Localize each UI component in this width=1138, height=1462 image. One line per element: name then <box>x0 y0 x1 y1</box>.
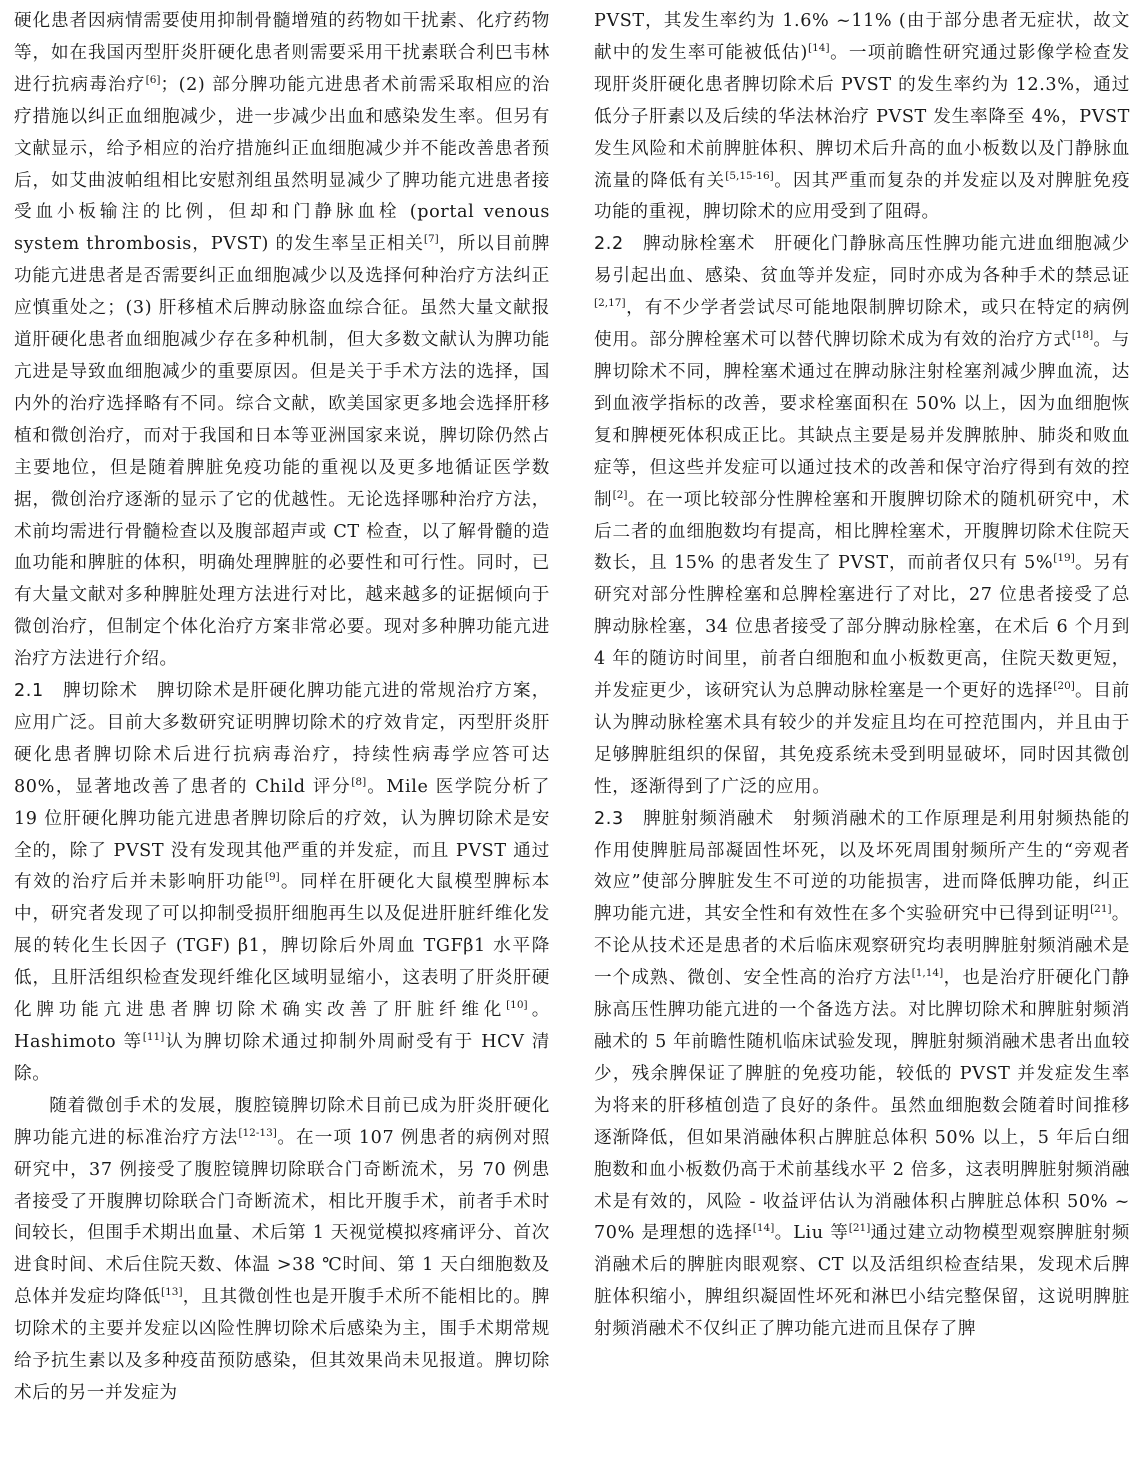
citation-ref: [20] <box>1053 680 1075 693</box>
text-run: 随着微创手术的发展，腹腔镜脾切除术目前已成为肝炎肝硬化脾功能亢进的标准治疗方法 <box>14 1095 550 1148</box>
text-run: 。不论从技术还是患者的术后临床观察研究均表明脾脏射频消融术是一个成熟、微创、安全性高的治疗方法 <box>594 904 1130 989</box>
citation-ref: [12-13] <box>238 1126 277 1139</box>
text-run: 。Mile 医学院分析了 19 位肝硬化脾功能亢进患者脾切除后的疗效，认为脾切除术是安全的，除了 PVST 没有发现其他严重的并发症，而且 PVST 通过有效的治疗后并未影响肝功能 <box>14 776 550 893</box>
text-run: ；(2) 部分脾功能亢进患者术前需采取相应的治疗措施以纠正血细胞减少，进一步减少出血和感染发生率。但另有文献显示，给予相应的治疗措施纠正血细胞减少并不能改善患者预后，如艾曲波帕组相比安慰剂组虽然明显减少了脾功能亢进患者接受血小板输注的比例，但却和门静脉血栓 (portal venous system thrombosis，PVST) 的发生率呈正相关 <box>14 74 550 255</box>
paragraph <box>14 1091 550 1410</box>
text-run: 射频消融术的工作原理是利用射频热能的作用使脾脏局部凝固性坏死，以及坏死周围射频所产生的“旁观者效应”使部分脾脏发生不可逆的功能损害，进而降低脾功能，纠正脾功能亢进，其安全性和有效性在多个实验研究中已得到证明 <box>594 808 1130 925</box>
section-number: 2.3 <box>594 808 624 829</box>
citation-ref: [21] <box>848 1222 871 1235</box>
text-run: 。另有研究对部分性脾栓塞和总脾栓塞进行了对比，27 位患者接受了总脾动脉栓塞，34 位患者接受了部分脾动脉栓塞，在术后 6 个月到 4 年的随访时间里，前者白细胞和血小板数更高，住院天数更短，并发症更少，该研究认为总脾动脉栓塞是一个更好的选择 <box>594 553 1130 702</box>
citation-ref: [7] <box>423 233 439 246</box>
paragraph <box>14 6 550 676</box>
text-run: ，有不少学者尝试尽可能地限制脾切除术，或只在特定的病例使用。部分脾栓塞术可以替代脾切除术成为有效的治疗方式 <box>594 298 1130 351</box>
citation-ref: [21] <box>1090 903 1112 916</box>
section-body <box>594 234 1130 796</box>
citation-ref: [18] <box>1071 329 1094 342</box>
text-run: ，所以目前脾功能亢进患者是否需要纠正血细胞减少以及选择何种治疗方法纠正应慎重处之；(3) 肝移植术后脾动脉盗血综合征。虽然大量文献报道肝硬化患者血细胞减少存在多种机制，但大多数文献认为脾功能亢进是导致血细胞减少的重要原因。但是关于手术方法的选择，国内外的治疗选择略有不同。综合文献，欧美国家更多地会选择肝移植和微创治疗，而对于我国和日本等亚洲国家来说，脾切除仍然占主要地位，但是随着脾脏免疫功能的重视以及更多地循证医学数据，微创治疗逐渐的显示了它的优越性。无论选择哪种治疗方法，术前均需进行骨髓检查以及腹部超声或 CT 检查，以了解骨髓的造血功能和脾脏的体积，明确处理脾脏的必要性和可行性。同时，已有大量文献对多种脾脏处理方法进行对比，越来越多的证据倾向于微创治疗，但制定个体化治疗方案非常必要。现对多种脾功能亢进治疗方法进行介绍。 <box>14 234 550 670</box>
text-run: 认为脾切除术通过抑制外周耐受有于 HCV 清除。 <box>14 1032 550 1084</box>
text-run: 。在一项 107 例患者的病例对照研究中，37 例接受了腹腔镜脾切除联合门奇断流术，另 70 例患者接受了开腹脾切除联合门奇断流术，相比开腹手术，前者手术时间较长，但围手术期出血量、术后第 1 天视觉模拟疼痛评分、首次进食时间、术后住院天数、体温 >38 ℃时间、第 1 天白细胞数及总体并发症均降低 <box>14 1127 551 1308</box>
citation-ref: [19] <box>1053 552 1075 565</box>
left-column <box>14 6 550 1456</box>
text-run: 。Hashimoto 等 <box>14 1000 550 1052</box>
text-run: 硬化患者因病情需要使用抑制骨髓增殖的药物如干扰素、化疗药物等，如在我国丙型肝炎肝硬化患者则需要采用干扰素联合利巴韦林进行抗病毒治疗 <box>14 11 550 95</box>
citation-ref: [9] <box>264 871 280 884</box>
citation-ref: [14] <box>752 1222 775 1235</box>
citation-ref: [1,14] <box>911 967 944 980</box>
citation-ref: [2] <box>612 488 628 501</box>
text-run: ，且其微创性也是开腹手术所不能相比的。脾切除术的主要并发症以凶险性脾切除术后感染为主，围手术期常规给予抗生素以及多种疫苗预防感染，但其效果尚未见报道。脾切除术后的另一并发症为 <box>14 1287 550 1403</box>
text-run: ，也是治疗肝硬化门静脉高压性脾功能亢进的一个备选方法。对比脾切除术和脾脏射频消融术的 5 年前瞻性随机临床试验发现，脾脏射频消融术患者出血较少，残余脾保证了脾脏的免疫功能，较低的 PVST 并发症发生率为将来的肝移植创造了良好的条件。虽然血细胞数会随着时间推移逐渐降低，但如果消融体积占脾脏总体积 50% 以上，5 年后白细胞数和血小板数仍高于术前基线水平 2 倍多，这表明脾脏射频消融术是有效的，风险 - 收益评估认为消融体积占脾脏总体积 50% ~ 70% 是理想的选择 <box>594 968 1130 1244</box>
citation-ref: [2,17] <box>594 297 626 310</box>
section-2-1-paragraph <box>14 676 550 1091</box>
text-run: 。在一项比较部分性脾栓塞和开腹脾切除术的随机研究中，术后二者的血细胞数均有提高，相比脾栓塞术，开腹脾切除术住院天数长，且 15% 的患者发生了 PVST，而前者仅只有 5% <box>594 489 1131 574</box>
citation-ref: [10] <box>506 999 528 1012</box>
text-run: 通过建立动物模型观察脾脏射频消融术后的脾脏肉眼观察、CT 以及活组织检查结果，发现术后脾脏体积缩小，脾组织凝固性坏死和淋巴小结完整保留，这说明脾脏射频消融术不仅纠正了脾功能亢进而且保存了脾 <box>594 1223 1131 1340</box>
paper-page <box>14 6 1130 1456</box>
right-column <box>594 6 1130 1456</box>
citation-ref: [14] <box>808 41 830 54</box>
section-body <box>14 681 550 1084</box>
section-number: 2.1 <box>14 681 44 702</box>
text-run: 。因其严重而复杂的并发症以及对脾脏免疫功能的重视，脾切除术的应用受到了阻碍。 <box>594 170 1131 223</box>
section-title: 脾切除术 <box>63 681 139 702</box>
section-title: 脾脏射频消融术 <box>643 808 775 829</box>
section-number: 2.2 <box>594 234 624 255</box>
citation-ref: [8] <box>351 775 367 788</box>
citation-ref: [13] <box>160 1286 183 1299</box>
text-run: 。Liu 等 <box>774 1223 849 1244</box>
section-2-3-paragraph <box>594 804 1130 1346</box>
text-run: PVST，其发生率约为 1.6% ~11% (由于部分患者无症状，故文献中的发生率可能被低估) <box>594 11 1130 63</box>
text-run: 。与脾切除术不同，脾栓塞术通过在脾动脉注射栓塞剂减少脾血流，达到血液学指标的改善，要求栓塞面积在 50% 以上，因为血细胞恢复和脾梗死体积成正比。其缺点主要是易并发脾脓肿、肺炎和败血症等，但这些并发症可以通过技术的改善和保守治疗得到有效的控制 <box>594 330 1130 510</box>
section-body <box>594 809 1130 1340</box>
text-run: 肝硬化门静脉高压性脾功能亢进血细胞减少易引起出血、感染、贫血等并发症，同时亦成为各种手术的禁忌证 <box>594 234 1130 287</box>
text-run: 。目前认为脾动脉栓塞术具有较少的并发症且均在可控范围内，并且由于足够脾脏组织的保留，其免疫系统未受到明显破坏，同时因其微创性，逐渐得到了广泛的应用。 <box>594 681 1130 797</box>
section-title: 脾动脉栓塞术 <box>643 234 756 255</box>
citation-ref: [6] <box>145 73 161 86</box>
section-2-2-paragraph <box>594 229 1130 803</box>
paragraph <box>594 6 1130 229</box>
text-run: 脾切除术是肝硬化脾功能亢进的常规治疗方案，应用广泛。目前大多数研究证明脾切除术的疗效肯定，丙型肝炎肝硬化患者脾切除术后进行抗病毒治疗，持续性病毒学应答可达 80%，显著地改善了患者的 Child 评分 <box>14 681 550 797</box>
text-run: 。一项前瞻性研究通过影像学检查发现肝炎肝硬化患者脾切除术后 PVST 的发生率约为 12.3%，通过低分子肝素以及后续的华法林治疗 PVST 发生率降至 4%，PVST 发生风险和术前脾脏体积、脾切术后升高的血小板数以及门静脉血流量的降低有关 <box>594 42 1130 191</box>
text-run: 。同样在肝硬化大鼠模型脾标本中，研究者发现了可以抑制受损肝细胞再生以及促进肝脏纤维化发展的转化生长因子 (TGF) β1，脾切除后外周血 TGFβ1 水平降低，且肝活组织检查发现纤维化区域明显缩小，这表明了肝炎肝硬化脾功能亢进患者脾切除术确实改善了肝脏纤维化 <box>14 872 550 1021</box>
citation-ref: [11] <box>142 1031 165 1043</box>
citation-ref: [5,15-16] <box>725 169 774 182</box>
